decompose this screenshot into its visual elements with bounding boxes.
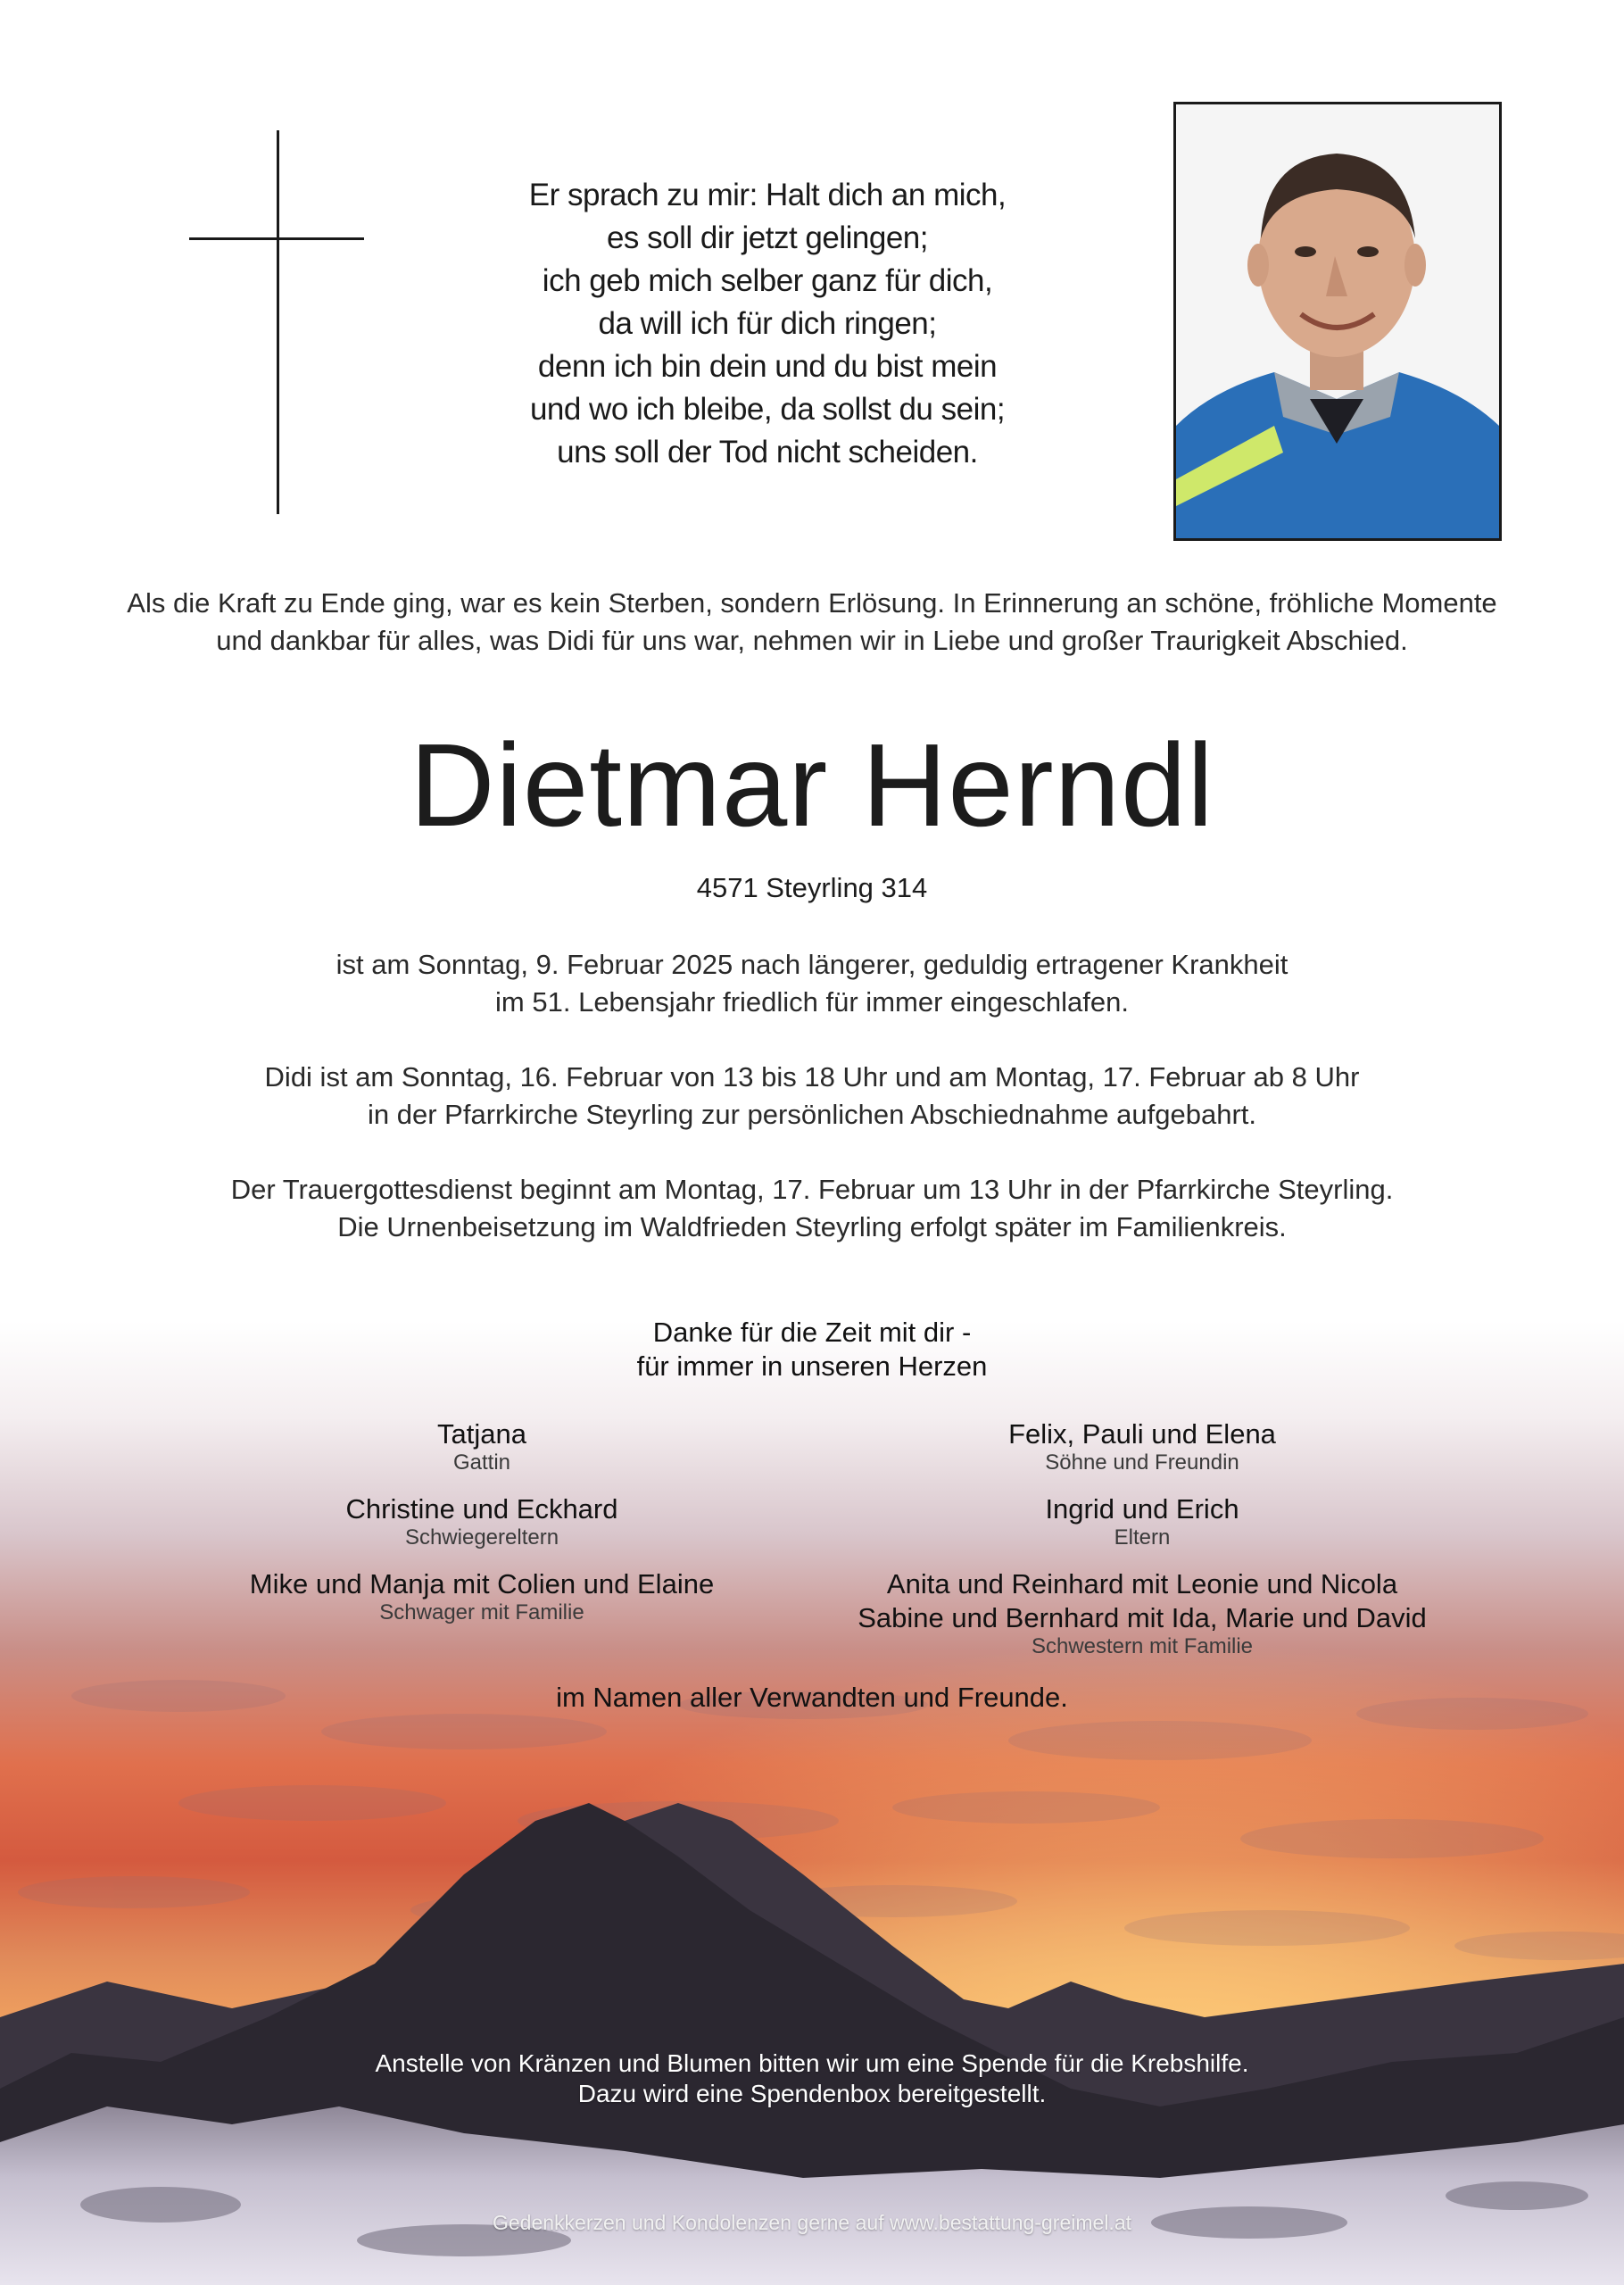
intro-text — [89, 585, 1535, 660]
service-notice — [89, 1171, 1535, 1246]
mourner-names: Sabine und Bernhard mit Ida, Marie und David — [858, 1602, 1427, 1633]
poem — [482, 174, 1053, 474]
mourner-role: Söhne und Freundin — [1045, 1450, 1239, 1475]
death-line: ist am Sonntag, 9. Februar 2025 nach längerer, geduldig ertragener Krankheit — [336, 949, 1288, 980]
poem-line: ich geb mich selber ganz für dich, — [542, 263, 993, 298]
donation-line: Anstelle von Kränzen und Blumen bitten wir um eine Spende für die Krebshilfe. — [375, 2049, 1249, 2077]
cross-icon-bar — [189, 237, 364, 240]
mourner-group — [125, 1417, 839, 1475]
service-line: Die Urnenbeisetzung im Waldfrieden Steyrling erfolgt später im Familienkreis. — [337, 1211, 1287, 1242]
viewing-line: in der Pfarrkirche Steyrling zur persönlichen Abschiednahme aufgebahrt. — [368, 1099, 1256, 1130]
death-notice — [89, 946, 1535, 1021]
poem-line: es soll dir jetzt gelingen; — [606, 220, 929, 255]
mourner-names: Mike und Manja mit Colien und Elaine — [249, 1568, 715, 1600]
thanks-line: für immer in unseren Herzen — [636, 1350, 988, 1382]
footer-condolences: Gedenkkerzen und Kondolenzen gerne auf www.bestattung-greimel.at — [492, 2211, 1131, 2234]
deceased-name: Dietmar Herndl — [410, 719, 1214, 851]
mourner-role: Schwestern mit Familie — [1031, 1634, 1254, 1658]
poem-line: uns soll der Tod nicht scheiden. — [557, 435, 978, 469]
mourner-role: Eltern — [1114, 1525, 1171, 1550]
poem-line: Er sprach zu mir: Halt dich an mich, — [528, 178, 1007, 212]
intro-line: Als die Kraft zu Ende ging, war es kein Sterben, sondern Erlösung. In Erinnerung an schöne, fröhliche Momente — [127, 587, 1497, 619]
mourner-role: Schwiegereltern — [404, 1525, 559, 1550]
mourner-group — [785, 1417, 1499, 1475]
death-line: im 51. Lebensjahr friedlich für immer eingeschlafen. — [495, 986, 1129, 1018]
poem-line: denn ich bin dein und du bist mein — [537, 349, 998, 384]
mourner-group — [125, 1567, 839, 1624]
mourner-names: Felix, Pauli und Elena — [1008, 1418, 1276, 1450]
mourner-names: Ingrid und Erich — [1045, 1493, 1239, 1525]
mourner-role: Schwager mit Familie — [379, 1600, 584, 1624]
portrait-photo — [1173, 102, 1502, 541]
intro-line: und dankbar für alles, was Didi für uns war, nehmen wir in Liebe und großer Traurigkeit Abschied. — [216, 625, 1408, 656]
mourner-group — [125, 1492, 839, 1550]
thanks-text — [0, 1316, 1624, 1383]
relatives-line: im Namen aller Verwandten und Freunde. — [556, 1682, 1068, 1713]
mourner-names: Tatjana — [437, 1418, 526, 1450]
deceased-address: 4571 Steyrling 314 — [696, 872, 928, 903]
poem-line: da will ich für dich ringen; — [598, 306, 937, 341]
mourners-left — [125, 1417, 839, 1642]
poem-line: und wo ich bleibe, da sollst du sein; — [529, 392, 1006, 427]
cross-icon — [277, 130, 279, 514]
viewing-notice — [89, 1059, 1535, 1134]
donation-line: Dazu wird eine Spendenbox bereitgestellt. — [577, 2080, 1047, 2107]
mourner-role: Gattin — [452, 1450, 511, 1475]
mourner-names: Christine und Eckhard — [345, 1493, 618, 1525]
portrait-image — [1176, 104, 1499, 538]
mourner-names: Anita und Reinhard mit Leonie und Nicola — [886, 1568, 1398, 1600]
mourner-group — [785, 1492, 1499, 1550]
viewing-line: Didi ist am Sonntag, 16. Februar von 13 bis 18 Uhr und am Montag, 17. Februar ab 8 Uhr — [264, 1061, 1360, 1093]
thanks-line: Danke für die Zeit mit dir - — [652, 1317, 972, 1348]
mourners-right — [785, 1417, 1499, 1676]
donation-note — [0, 2048, 1624, 2109]
mourner-group — [785, 1567, 1499, 1658]
service-line: Der Trauergottesdienst beginnt am Montag, 17. Februar um 13 Uhr in der Pfarrkirche Steyrling. — [230, 1174, 1394, 1205]
